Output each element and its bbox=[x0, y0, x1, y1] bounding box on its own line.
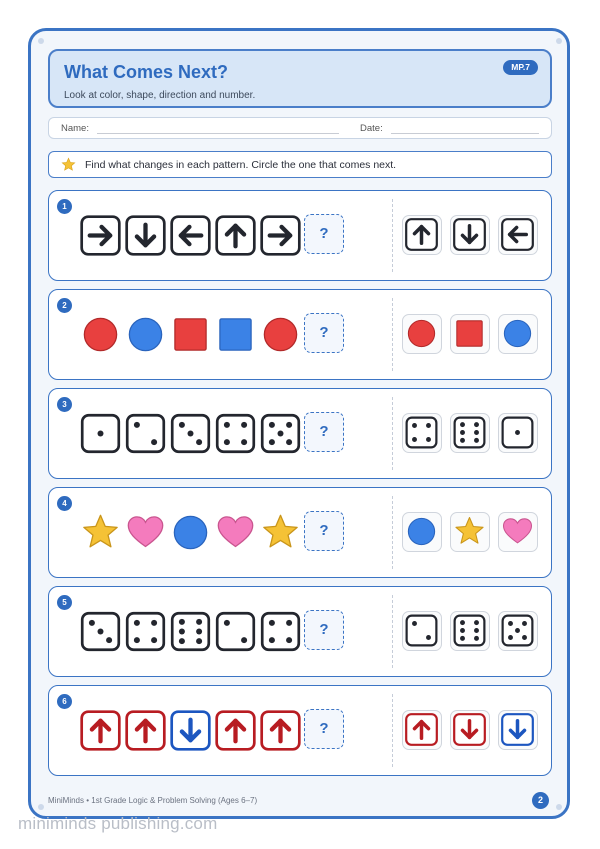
dice-1-icon bbox=[500, 415, 535, 450]
dice-4-icon bbox=[404, 415, 439, 450]
yellow-star-icon bbox=[79, 511, 122, 554]
corner-dot bbox=[38, 804, 44, 810]
dice-4-icon bbox=[259, 610, 302, 653]
answer-blank: ? bbox=[304, 610, 344, 650]
page-title: What Comes Next? bbox=[64, 62, 229, 82]
answer-blank: ? bbox=[304, 511, 344, 551]
answer-choice-dice-4[interactable] bbox=[402, 413, 442, 453]
pink-heart-icon bbox=[214, 511, 257, 554]
arrow-down-icon bbox=[452, 217, 487, 252]
red-circle-icon bbox=[404, 316, 439, 351]
arrow-right-icon bbox=[259, 214, 302, 257]
blue-arrow-down-icon bbox=[500, 712, 535, 747]
arrow-right-icon bbox=[79, 214, 122, 257]
watermark: miniminds publishing.com bbox=[18, 814, 218, 833]
date-field[interactable] bbox=[391, 133, 539, 134]
arrow-left-icon bbox=[500, 217, 535, 252]
dice-3-icon bbox=[169, 412, 212, 455]
answer-choice-red-square[interactable] bbox=[450, 314, 490, 354]
blue-circle-icon bbox=[124, 313, 167, 356]
dice-1-icon bbox=[79, 412, 122, 455]
dice-2-icon bbox=[124, 412, 167, 455]
red-arrow-up-icon bbox=[404, 712, 439, 747]
arrow-down-icon bbox=[124, 214, 167, 257]
name-date-bar bbox=[48, 117, 552, 139]
worksheet-header bbox=[48, 49, 552, 108]
divider bbox=[392, 694, 393, 767]
divider bbox=[392, 199, 393, 272]
divider bbox=[392, 496, 393, 569]
blue-square-icon bbox=[214, 313, 257, 356]
arrow-left-icon bbox=[169, 214, 212, 257]
red-arrow-up-icon bbox=[124, 709, 167, 752]
instruction-box bbox=[48, 151, 552, 178]
answer-choice-dice-6[interactable] bbox=[450, 413, 490, 453]
dice-2-icon bbox=[214, 610, 257, 653]
answer-blank: ? bbox=[304, 313, 344, 353]
red-arrow-down-icon bbox=[452, 712, 487, 747]
blue-circle-icon bbox=[404, 514, 439, 549]
red-arrow-up-icon bbox=[259, 709, 302, 752]
corner-dot bbox=[556, 804, 562, 810]
problem-number: 3 bbox=[57, 397, 72, 412]
yellow-star-icon bbox=[259, 511, 302, 554]
footer-text: MiniMinds • 1st Grade Logic & Problem Solving (Ages 6–7) bbox=[48, 796, 258, 805]
page-number: 2 bbox=[532, 792, 549, 809]
pink-heart-icon bbox=[124, 511, 167, 554]
divider bbox=[392, 595, 393, 668]
answer-choice-dice-5[interactable] bbox=[498, 611, 538, 651]
problem-number: 5 bbox=[57, 595, 72, 610]
pink-heart-icon bbox=[500, 514, 535, 549]
name-field[interactable] bbox=[97, 133, 339, 134]
blue-circle-icon bbox=[169, 511, 212, 554]
yellow-star-icon bbox=[452, 514, 487, 549]
problem-number: 2 bbox=[57, 298, 72, 313]
page-subtitle: Look at color, shape, direction and number. bbox=[64, 90, 256, 101]
answer-choice-blue-circle[interactable] bbox=[498, 314, 538, 354]
dice-3-icon bbox=[79, 610, 122, 653]
red-square-icon bbox=[452, 316, 487, 351]
answer-choice-arrow-down[interactable] bbox=[450, 215, 490, 255]
red-arrow-up-icon bbox=[79, 709, 122, 752]
problem-number: 4 bbox=[57, 496, 72, 511]
arrow-up-icon bbox=[214, 214, 257, 257]
pattern-row bbox=[48, 388, 552, 479]
name-label: Name: bbox=[61, 123, 89, 134]
answer-blank: ? bbox=[304, 709, 344, 749]
pattern-row bbox=[48, 487, 552, 578]
answer-choice-blue-arrow-down[interactable] bbox=[498, 710, 538, 750]
instruction-text: Find what changes in each pattern. Circle the one that comes next. bbox=[85, 159, 397, 171]
blue-arrow-down-icon bbox=[169, 709, 212, 752]
dice-6-icon bbox=[169, 610, 212, 653]
answer-choice-dice-1[interactable] bbox=[498, 413, 538, 453]
answer-choice-red-arrow-down[interactable] bbox=[450, 710, 490, 750]
corner-dot bbox=[38, 38, 44, 44]
answer-choice-blue-circle[interactable] bbox=[402, 512, 442, 552]
dice-2-icon bbox=[404, 613, 439, 648]
red-circle-icon bbox=[259, 313, 302, 356]
dice-5-icon bbox=[500, 613, 535, 648]
answer-choice-arrow-left[interactable] bbox=[498, 215, 538, 255]
answer-choice-red-arrow-up[interactable] bbox=[402, 710, 442, 750]
pattern-row bbox=[48, 685, 552, 776]
dice-5-icon bbox=[259, 412, 302, 455]
answer-choice-pink-heart[interactable] bbox=[498, 512, 538, 552]
dice-4-icon bbox=[214, 412, 257, 455]
pattern-row bbox=[48, 190, 552, 281]
dice-6-icon bbox=[452, 415, 487, 450]
arrow-up-icon bbox=[404, 217, 439, 252]
divider bbox=[392, 298, 393, 371]
red-square-icon bbox=[169, 313, 212, 356]
answer-choice-dice-6[interactable] bbox=[450, 611, 490, 651]
dice-4-icon bbox=[124, 610, 167, 653]
date-label: Date: bbox=[360, 123, 383, 134]
pattern-row bbox=[48, 289, 552, 380]
answer-blank: ? bbox=[304, 412, 344, 452]
answer-choice-arrow-up[interactable] bbox=[402, 215, 442, 255]
pattern-row bbox=[48, 586, 552, 677]
problem-number: 1 bbox=[57, 199, 72, 214]
standard-badge: MP.7 bbox=[503, 60, 538, 75]
answer-choice-red-circle[interactable] bbox=[402, 314, 442, 354]
red-arrow-up-icon bbox=[214, 709, 257, 752]
blue-circle-icon bbox=[500, 316, 535, 351]
divider bbox=[392, 397, 393, 470]
corner-dot bbox=[556, 38, 562, 44]
answer-choice-dice-2[interactable] bbox=[402, 611, 442, 651]
red-circle-icon bbox=[79, 313, 122, 356]
answer-choice-yellow-star[interactable] bbox=[450, 512, 490, 552]
star-icon bbox=[61, 157, 76, 175]
problem-number: 6 bbox=[57, 694, 72, 709]
dice-6-icon bbox=[452, 613, 487, 648]
answer-blank: ? bbox=[304, 214, 344, 254]
